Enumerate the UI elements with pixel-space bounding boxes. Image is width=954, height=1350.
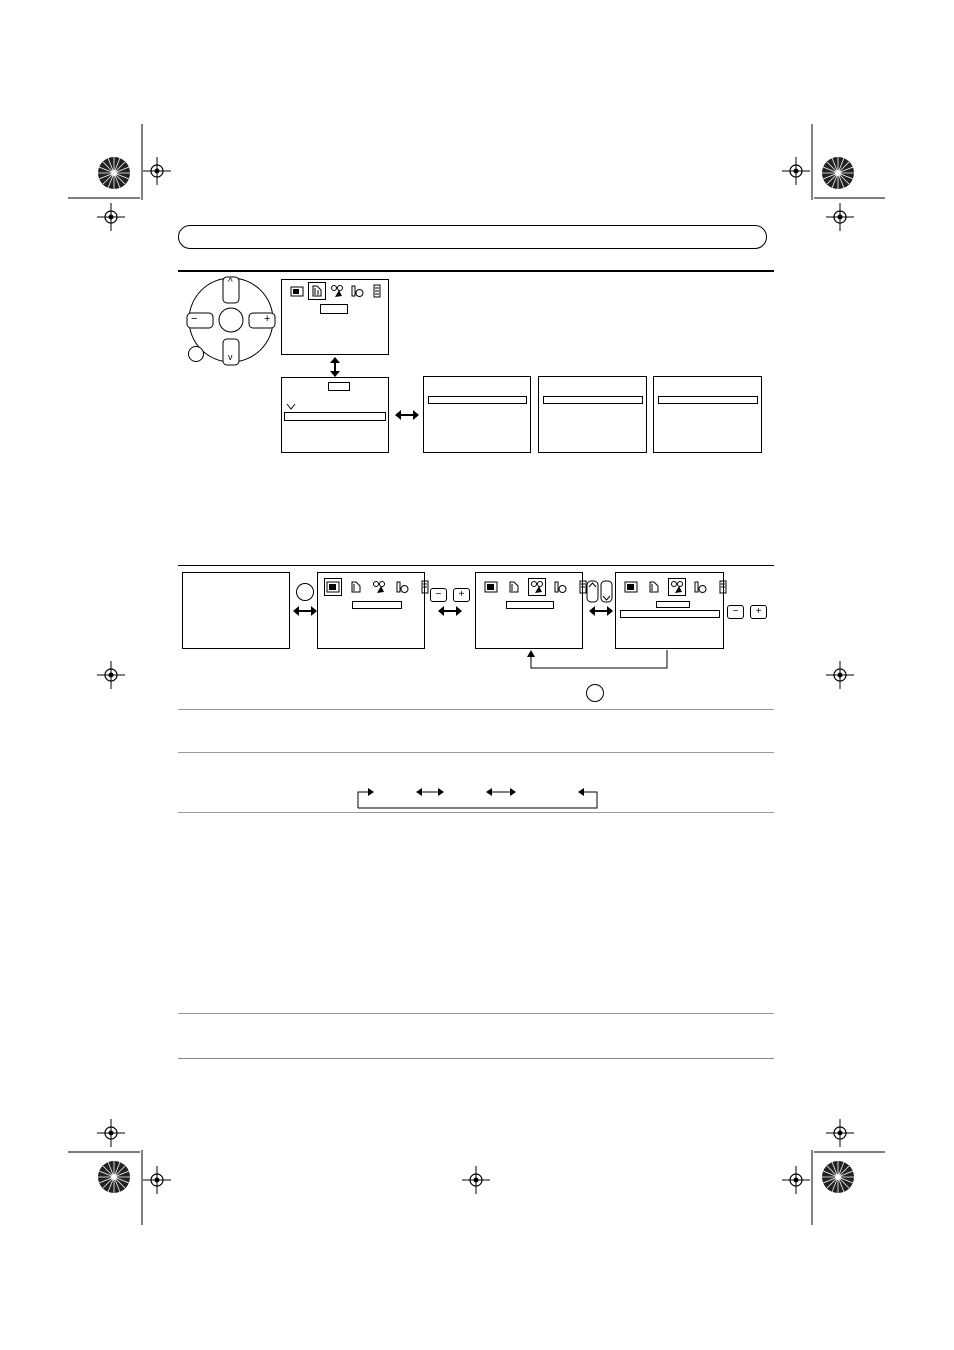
sound-icon [310, 284, 324, 298]
leftright-arrow-icon [589, 605, 613, 617]
install-icon [553, 580, 567, 594]
leftright-arrow-icon [395, 409, 419, 421]
setup-icon [370, 284, 384, 298]
section-rule [178, 709, 774, 710]
picture-icon [484, 580, 498, 594]
picture-icon [326, 580, 340, 594]
tv-list-screen-2 [538, 376, 647, 453]
menu-label-box [352, 601, 402, 609]
sound-icon [647, 580, 661, 594]
menu-label-box [506, 601, 554, 609]
section-rule [178, 752, 774, 753]
features-icon [530, 580, 544, 594]
plus-button[interactable]: + [750, 605, 767, 619]
tv-menu-screen-picture [317, 572, 425, 649]
submenu-label-box [328, 382, 350, 391]
install-icon [693, 580, 707, 594]
menu-icon-row [290, 284, 384, 298]
tv-blank-screen [182, 572, 290, 649]
leftright-arrow-icon [293, 605, 317, 617]
features-icon [372, 580, 386, 594]
return-arrow-icon [526, 650, 672, 674]
section-rule [178, 1013, 774, 1014]
menu-icon-row [484, 580, 590, 594]
tv-menu-screen-features [475, 572, 583, 649]
dpad-down-icon[interactable]: v [228, 352, 233, 362]
section-rule-top [178, 270, 774, 272]
tv-main-menu-screen [281, 279, 389, 355]
page-title-bar [178, 225, 767, 249]
features-icon [670, 580, 684, 594]
tick-icon [286, 403, 296, 410]
list-highlight-bar[interactable] [428, 396, 527, 404]
menu-icon-row [624, 580, 730, 594]
menu-button-icon[interactable] [586, 684, 604, 702]
menu-label-box [656, 601, 690, 608]
plus-button[interactable]: + [453, 588, 470, 602]
features-icon [330, 284, 344, 298]
dpad-up-icon[interactable]: ^ [228, 277, 233, 288]
sound-icon [349, 580, 363, 594]
dpad-plus-icon[interactable]: + [264, 313, 271, 325]
section-rule [178, 812, 774, 813]
picture-icon [290, 284, 304, 298]
tv-menu-screen-features-list [615, 572, 724, 649]
menu-icon-row [326, 580, 432, 594]
setup-icon [716, 580, 730, 594]
list-highlight-bar[interactable] [620, 610, 720, 618]
updown-buttons-icon[interactable] [586, 580, 614, 604]
sound-icon [507, 580, 521, 594]
picture-icon [624, 580, 638, 594]
tv-submenu-screen [281, 377, 389, 453]
updown-arrow-icon [329, 357, 341, 377]
tv-list-screen-1 [423, 376, 531, 453]
submenu-highlight-bar[interactable] [284, 412, 386, 421]
install-icon [350, 284, 364, 298]
leftright-arrow-icon [438, 605, 462, 617]
section-rule-bottom [178, 1058, 774, 1059]
list-highlight-bar[interactable] [543, 396, 643, 404]
dpad-minus-icon[interactable]: − [191, 313, 198, 325]
cycle-arrow-icon [354, 784, 602, 810]
menu-button-icon[interactable] [296, 583, 314, 601]
minus-button[interactable]: − [727, 605, 744, 619]
tv-list-screen-3 [653, 376, 762, 453]
list-highlight-bar[interactable] [658, 396, 758, 404]
section-rule-flow-b [178, 565, 774, 566]
minus-button[interactable]: − [430, 588, 447, 602]
menu-button-icon[interactable] [188, 346, 204, 362]
menu-label-box [320, 304, 348, 314]
install-icon [395, 580, 409, 594]
